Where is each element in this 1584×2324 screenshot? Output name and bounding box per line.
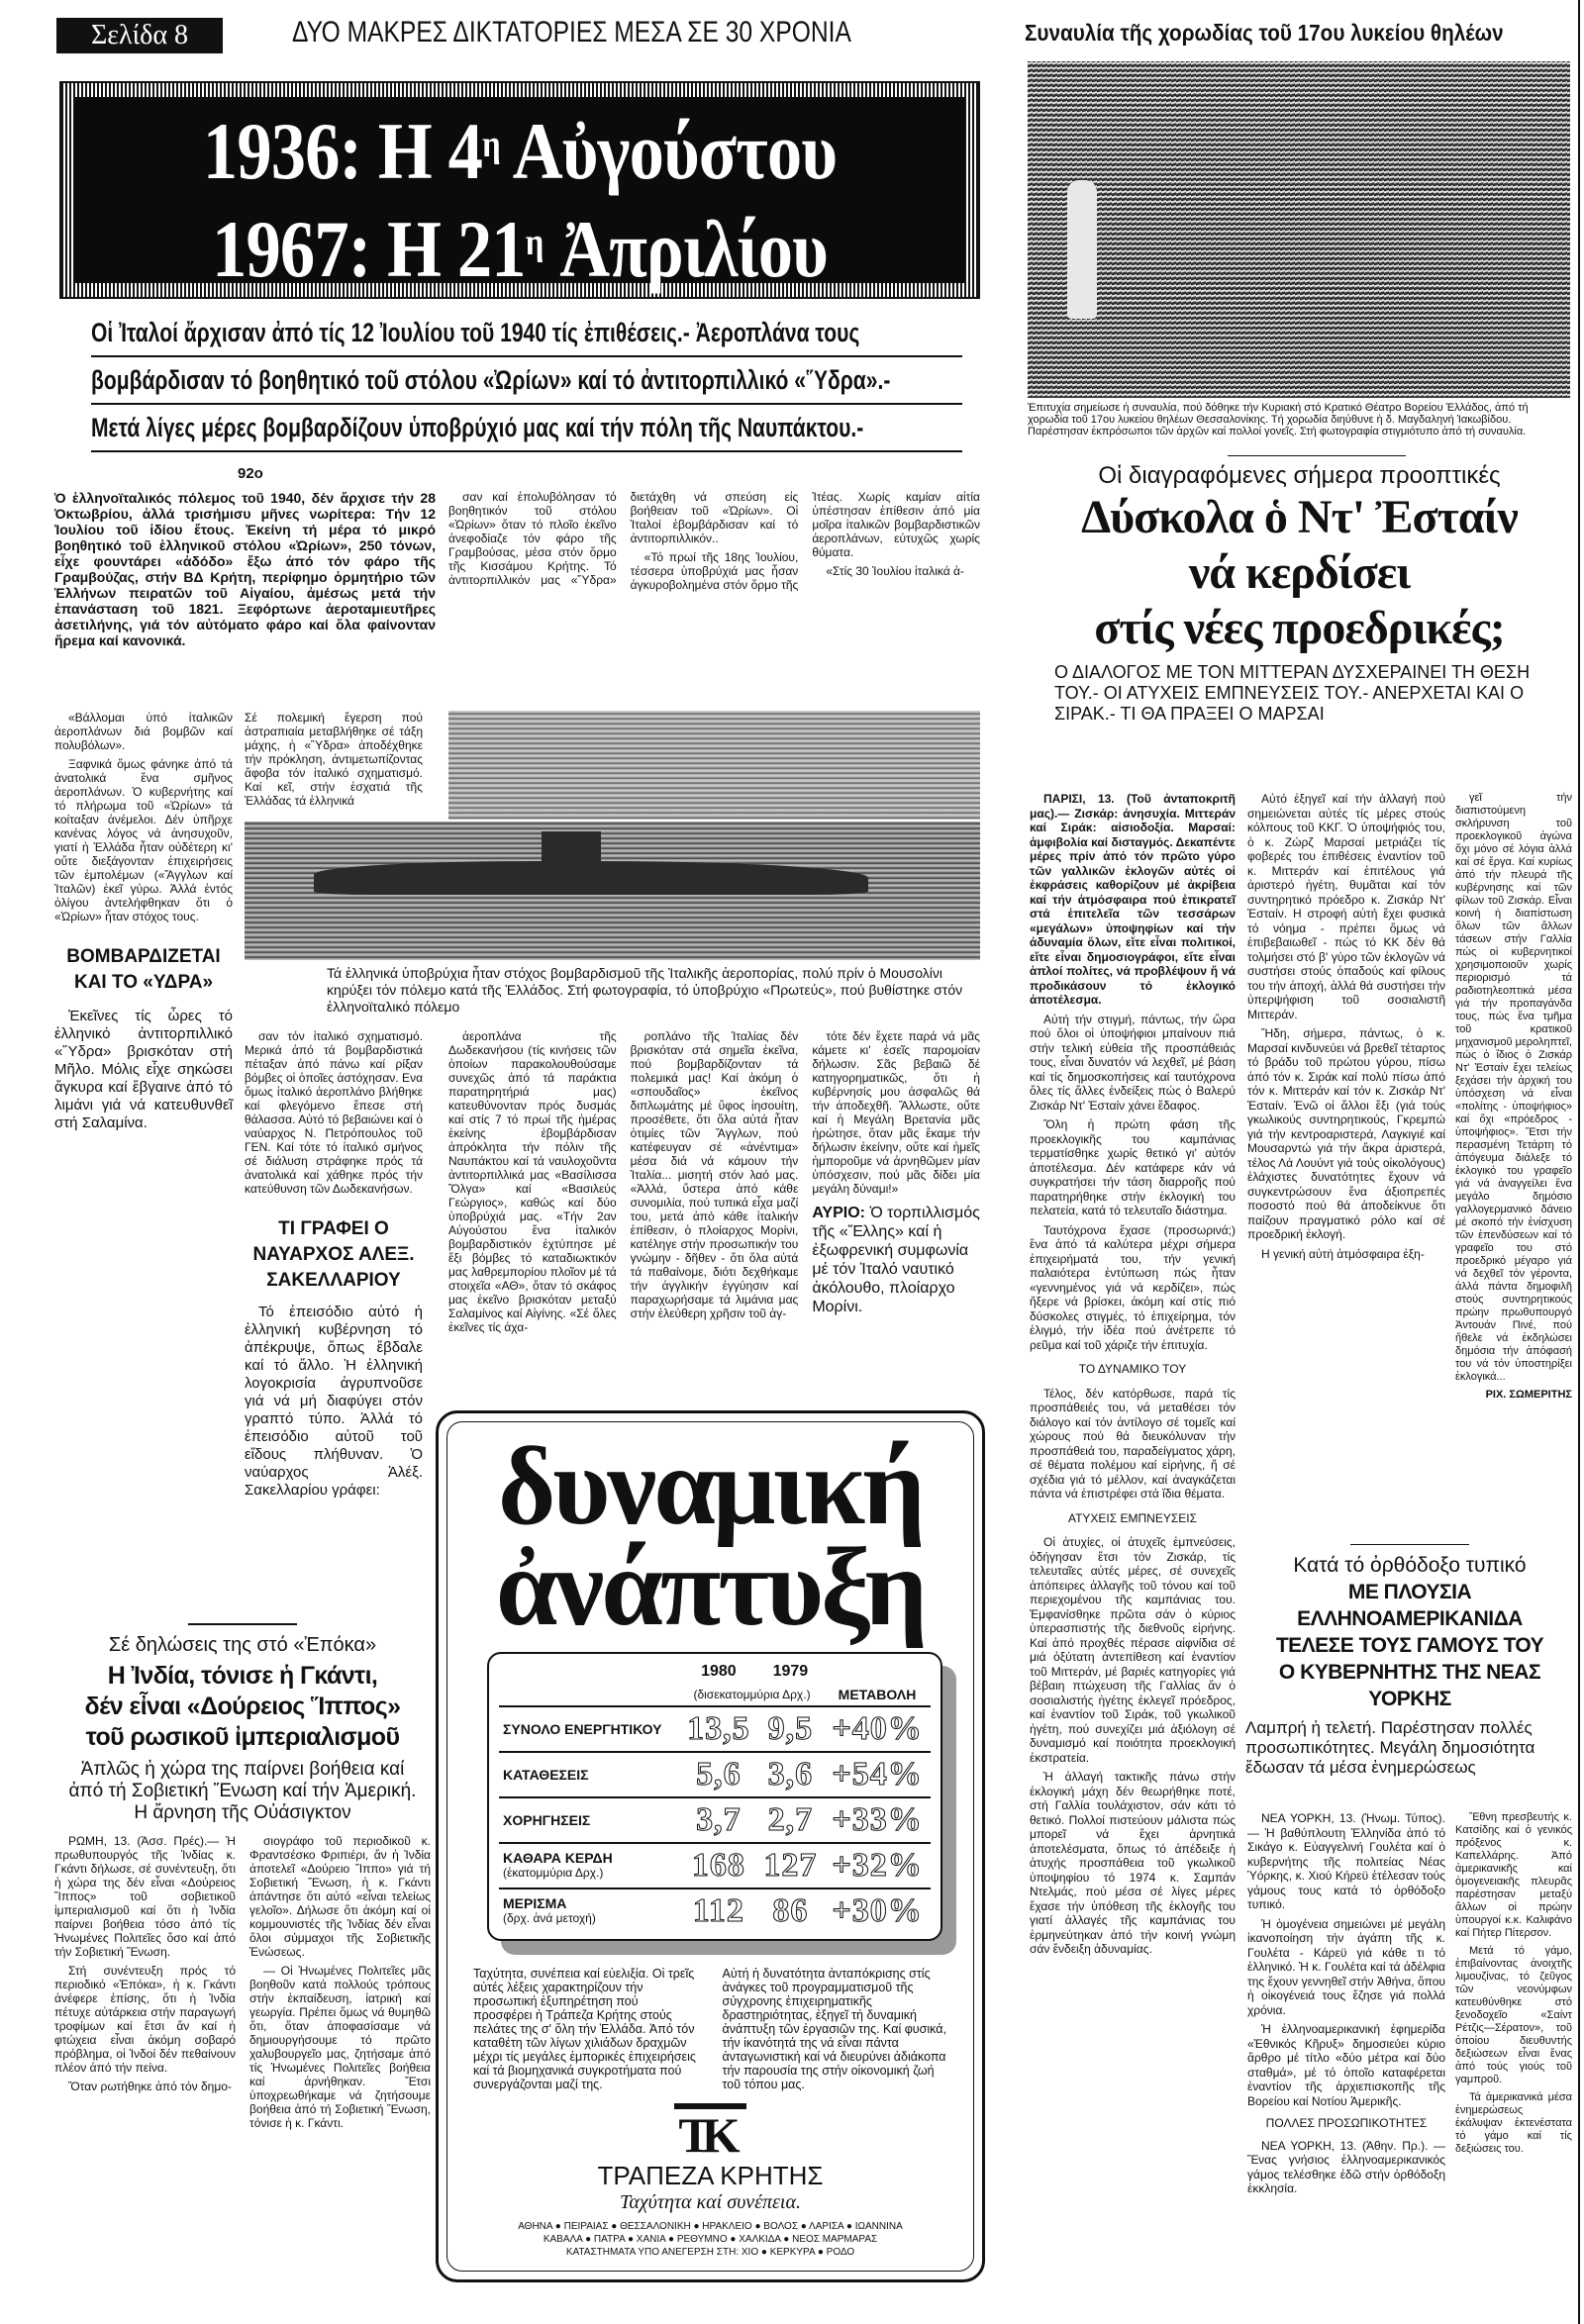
article-columns-top <box>448 490 980 592</box>
wedding-headline <box>1245 1579 1574 1712</box>
paragraph: ΠΑΡΙΣΙ, 13. (Τοῦ ἀνταποκριτῆ μας).— Ζισκάρ: ἀνησυχία. Μιττεράν καί Σιράκ: αἰσιοδοξία. Μαρσαί: ἀμφιβολία καί δισταγμός. Δεκαπέντε μέρες πρίν ἀπό τόν πρῶτο γύρο τῶν γαλλικῶν ἐκλογῶν αὐτές οἱ ἐκφράσεις καθορίζουν μέ ἀκρίβεια καί τήν ἀτμόσφαιρα πού ἐπικρατεῖ στά ἐπιτελεῖα τῶν τεσσάρων «μεγάλων» ὑποψηφίων καί τήν ἀδυναμία ὅλων, εἴτε εἶναι πολιτικοί, εἴτε εἶναι δημοσιογράφοι, εἴτε εἶναι ἁπλοί πολίτες, νά προβλέψουν ἤ νά προδικάσουν τό ἐκλογικό ἀποτέλεσμα. <box>1030 792 1236 1007</box>
headline-text: Η 21 <box>387 204 526 294</box>
subheadline-3 <box>91 407 962 452</box>
estaing-column-3 <box>1455 792 1572 1402</box>
estaing-column-1 <box>1030 792 1236 1962</box>
paragraph: σαν τόν ἰταλικό σχηματισμό. Μερικά ἀπό τά βομβαρδιστικά πέταξαν ἀπό πάνω καί ρίξαν βόμβες οἱ ὁποῖες ἀστόχησαν. Ενα ὅμως ἰταλικό ἀεροπλάνο βλήθηκε καί φλεγόμενο ἔπεσε στή θάλασσα. Αὐτό τό βεβαιώνει καί ὁ ναύαρχος Ν. Πετρόπουλος τοῦ ΓΕΝ. Καί τότε τό ἰταλικό σμήνος σέ διάλυση στράφηκε πρός τά ἀνατολικά καί χάθηκε πρός τήν κατεύθυνση τῶν Δωδεκανήσων. <box>245 1029 423 1196</box>
choir-photo <box>1028 61 1570 398</box>
row-label: ΚΑΘΑΡΑ ΚΕΡΔΗ <box>503 1850 613 1866</box>
conductor-figure <box>1067 180 1097 319</box>
estaing-kicker: Οἱ διαγραφόμενες σήμερα προοπτικές <box>1098 462 1501 489</box>
bank-name: ΤΡΑΠΕΖΑ ΚΡΗΤΗΣ <box>597 2161 824 2190</box>
value-1980: 112 <box>692 1892 744 1929</box>
headline-ordinal: η <box>482 124 500 165</box>
bank-advertisement <box>436 1410 985 2282</box>
paragraph: σιογράφο τοῦ περιοδικοῦ κ. Φραντσέσκο Φριπιέρι, ἄν ἡ Ἰνδία ἀποτελεῖ «Δούρειο Ἵππο» γιά τή Σοβιετική Ἕνωση, ἡ κ. Γκάντι ἀπάντησε ὅτι αὐτό «εἶναι τελείως γελοῖο». Δήλωσε ὅτι ἀκόμη καί οἱ κομμουνιστές τῆς Ἰνδίας δέν εἶναι ὅλοι σύμμαχοι τῆς Σοβιετικῆς Ἑνώσεως. <box>249 1834 431 1959</box>
branch-list: ΚΑΤΑΣΤΗΜΑΤΑ ΥΠΟ ΑΝΕΓΕΡΣΗ ΣΤΗ: ΧΙΟ ● ΚΕΡΚΥΡΑ ● ΡΟΔΟ <box>565 2247 855 2258</box>
photo-caption: Τά ἑλληνικά ὑποβρύχια ἦταν στόχος βομβαρδισμοῦ τῆς Ἰταλικῆς ἀεροπορίας, πολύ πρίν ὁ Μουσολίνι κηρύξει τόν πόλεμο κατά τῆς Ἑλλάδος. Στή φωτογραφία, τό ὑποβρύχιο «Πρωτεύς», πού βυθίστηκε στόν ἑλληνοϊταλικό πόλεμο <box>327 965 963 1015</box>
value-change: +33% <box>824 1797 931 1843</box>
row-label: ΚΑΤΑΘΕΣΕΙΣ <box>499 1752 680 1797</box>
value-1979: 2,7 <box>757 1797 824 1843</box>
paragraph: Ἡ ἑλληνοαμερικανική ἐφημερίδα «Ἐθνικός Κῆρυξ» δημοσιεύει κύριο ἄρθρο μέ τίτλο «δύο μέτρα καί δύο σταθμά», μέ τό ὁποῖο καταφέρεται ἐναντίον τῆς ἀρχιεπισκοπῆς τῆς Βορείου καί Νοτίου Ἀμερικῆς. <box>1247 2022 1445 2108</box>
paragraph: ΝΕΑ ΥΟΡΚΗ, 13. (Ἡνωμ. Τύπος). — Ἡ βαθύπλουτη Ἑλληνίδα ἀπό τό Σικάγο κ. Εὐαγγελινή Γουλέτα καί ὁ κυβερνήτης τῆς πολιτείας Νέας Ὑόρκης, κ. Χιού Κήρεϋ ἐτέλεσαν τούς γάμους τους κατά τό ὀρθόδοξο τυπικό. <box>1247 1811 1445 1911</box>
estaing-article-header <box>1025 461 1574 725</box>
paragraph: Ἐκεῖνες τίς ὧρες τό ἑλληνικό ἀντιτορπιλλικό «Ὕδρα» βρισκόταν στή Μῆλο. Μόλις εἶχε σηκώσει ἄγκυρα καί ἔβγαινε ἀπό τό λιμάνι γιά νά κατευθυνθεῖ στή Σαλαμίνα. <box>54 1008 233 1131</box>
subheadline-text: Μετά λίγες μέρες βομβαρδίζουν ὑποβρύχιό μας καί τήν πόλη τῆς Ναυπάκτου.- <box>91 413 864 442</box>
paragraph: Στή συνέντευξη πρός τό περιοδικό «Ἐπόκα», ἡ κ. Γκάντι ἀνέφερε ἐπίσης, ὅτι ἡ Ἰνδία πέτυχε αὐτάρκεια στήν παραγωγή τροφίμων καί ἔτσι ἄν καί ἡ φτώχεια εἶναι ἀκόμη σοβαρό πρόβλημα, οἱ Ἰνδοί δέν πεθαίνουν πλέον ἀπό τήν πείνα. <box>54 1964 236 2075</box>
ad-body <box>473 1967 947 2091</box>
paragraph: Αὐτή τήν στιγμή, πάντως, τήν ὥρα πού ὅλοι οἱ ὑποψήφιοι μπαίνουν πιά στήν τελική εὐθεία τῆς προσπάθειάς τους, εἶναι δυνατόν νά λεχθεῖ, μέ βάση καί τίς δημοσκοπήσεις καί ταυτόχρονα ὅλες τίς ἄλλες ἐνδείξεις πώς ὁ Βαλερύ Ζισκάρ Ντ' Ἐσταίν χάνει ἔδαφος. <box>1030 1012 1236 1113</box>
wedding-deck: Λαμπρή ἡ τελετή. Παρέστησαν πολλές προσωπικότητες. Μεγάλη δημοσιότητα ἔδωσαν τά μέσα ἐνημερώσεως <box>1245 1718 1535 1777</box>
wedding-kicker: Κατά τό ὀρθόδοξο τυπικό <box>1293 1554 1527 1577</box>
paragraph: Τό ἐπεισόδιο αὐτό ἡ ἑλληνική κυβέρνηση τό ἀπέκρυψε, ὅπως ἔβδαλε καί τό ἄλλο. Ἡ ἑλληνική λογοκρισία ἀγρυπνοῦσε γιά νά μή διαφύγει στόν γραπτό τύπο. Ἀλλά τό ἐπεισόδιο αὐτοῦ τοῦ εἴδους πλήθυναν. Ὁ ναύαρχος Ἀλέξ. Σακελλαρίου γράφει: <box>245 1304 423 1499</box>
headline-line: δέν εἶναι «Δούρειος Ἵππος» <box>84 1693 401 1720</box>
wedding-column-1 <box>1247 1811 1445 2201</box>
article-column-1 <box>54 711 233 1137</box>
ad-title <box>467 1425 953 1649</box>
paragraph: Τέλος, δέν κατόρθωσε, παρά τίς προσπάθειές του, νά μεταθέσει τόν διάλογο καί τόν ἀντίλογο σέ τομεῖς καί χώρους πού θά διευκόλυναν τήν προσπάθειά του, παραδείγματος χάρη, σέ θέματα πολέμου καί εἰρήνης, ἤ σέ σχέδια γιά τό μέλλον, καί ἀναγκάζεται πάντα νά ἐπιστρέφει στά ἴδια θέματα. <box>1030 1386 1236 1501</box>
row-sublabel: (ἑκατομμύρια Δρχ.) <box>503 1866 604 1880</box>
estaing-deck: Ο ΔΙΑΛΟΓΟΣ ΜΕ ΤΟΝ ΜΙΤΤΕΡΑΝ ΔΥΣΧΕΡΑΙΝΕΙ ΤΗ ΘΕΣΗ ΤΟΥ.- ΟΙ ΑΤΥΧΕΙΣ ΕΜΠΝΕΥΣΕΙΣ ΤΟΥ.- ΑΝΕΡΧΕΤΑΙ ΚΑΙ Ο ΣΙΡΑΚ.- ΤΙ ΘΑ ΠΡΑΞΕΙ Ο ΜΑΡΣΑΙ <box>1054 662 1531 724</box>
headline-line: ΤΕΛΕΣΕ ΤΟΥΣ ΓΑΜΟΥΣ ΤΟΥ <box>1275 1634 1544 1657</box>
value-1979: 3,6 <box>757 1752 824 1797</box>
value-1980: 13,5 <box>680 1706 757 1752</box>
headline-line: τοῦ ρωσικοῦ ἰμπεριαλισμοῦ <box>85 1723 400 1751</box>
submarine-tower <box>542 831 601 865</box>
headline-line-2 <box>138 197 902 295</box>
headline-text: Η 4 <box>377 106 483 196</box>
value-1979: 127 <box>757 1843 824 1888</box>
estaing-headline <box>1025 490 1574 656</box>
headline-text: Ἀπριλίου <box>559 204 828 294</box>
headline-line: στίς νέες προεδρικές; <box>1094 602 1505 654</box>
section-subhead-admiral: ΤΙ ΓΡΑΦΕΙ Ο ΝΑΥΑΡΧΟΣ ΑΛΕΞ. ΣΑΚΕΛΛΑΡΙΟΥ <box>252 1218 415 1291</box>
ad-results-table <box>487 1652 942 1941</box>
section-subhead-hydra: ΒΟΜΒΑΡΔΙΖΕΤΑΙ ΚΑΙ ΤΟ «ΥΔΡΑ» <box>66 946 221 993</box>
tomorrow-note <box>812 1204 980 1316</box>
row-label: ΜΕΡΙΣΜΑ <box>503 1895 567 1911</box>
value-change: +54% <box>824 1752 931 1797</box>
ad-title-line: ἀνάπτυξη <box>495 1526 926 1649</box>
article-columns-bottom <box>448 1029 980 1334</box>
bank-logo-mark: ΤΚ <box>674 2103 745 2161</box>
section-subhead: ΑΤΥΧΕΙΣ ΕΜΠΝΕΥΣΕΙΣ <box>1067 1510 1198 1525</box>
headline-text: Αὐγούστου <box>512 106 838 196</box>
paragraph: Ὅταν ρωτήθηκε ἀπό τόν δημο- <box>68 2080 232 2093</box>
row-label: ΣΥΝΟΛΟ ΕΝΕΡΓΗΤΙΚΟΥ <box>499 1706 680 1752</box>
headline-year: 1936: <box>202 106 362 196</box>
paragraph: ΡΩΜΗ, 13. (Ἀσσ. Πρές).— Ἡ πρωθυπουργός τῆς Ἰνδίας κ. Γκάντι δήλωσε, σέ συνέντευξη, ὅτι ἡ χώρα της δέν εἶναι «Δούρειος Ἵππος» τοῦ σοβιετικοῦ ἰμπεριαλισμοῦ καί ὅτι ἡ Ἰνδία παίρνει βοήθεια τόσο ἀπό τίς Ἡνωμένες Πολιτεῖες ὅσο καί ἀπό τήν Σοβιετική Ἕνωση. <box>54 1834 236 1959</box>
headline-line-1 <box>138 99 902 197</box>
column-unit: (δισεκατομμύρια Δρχ.) <box>680 1684 824 1706</box>
paragraph: — Οἱ Ἡνωμένες Πολιτεῖες μᾶς βοηθοῦν κατά πολλούς τρόπους στήν ἐκπαίδευση, ἰατρική καί γεωργία. Πρέπει ὅμως νά θυμηθῶ ὅτι, ὅταν ἀποφασίσαμε νά δημιουργήσουμε τό πρῶτο χαλυβουργεῖο μας, ζητήσαμε ἀπό τίς Ἡνωμένες Πολιτεῖες βοήθεια καί ἀρνήθηκαν. Ἔτσι ὑποχρεωθήκαμε νά ζητήσουμε βοήθεια ἀπό τή Σοβιετική Ἕνωση, τόνισε ἡ κ. Γκάντι. <box>249 1964 431 2130</box>
section-title: ΔΥΟ ΜΑΚΡΕΣ ΔΙΚΤΑΤΟΡΙΕΣ ΜΕΣΑ ΣΕ 30 ΧΡΟΝΙΑ <box>292 16 851 48</box>
ad-title-line: δυναμική <box>498 1425 923 1548</box>
paragraph: Ἡ ὁμογένεια σημειώνει μέ μεγάλη ἱκανοποίηση τήν ἀγάπη τῆς κ. Γουλέτα - Κάρεϋ γιά κάθε τι τό ἑλληνικό. Ἡ κ. Γουλέτα καί τά ἀδέλφια της ἔχουν γεννηθεῖ στήν Ἀθήνα, ὅπου ἡ οἰκογένειά τους ἔζησε γιά πολλά χρόνια. <box>1247 1916 1445 2017</box>
submarine-silhouette <box>314 861 868 895</box>
page-number-label: Σελίδα 8 <box>56 18 223 53</box>
india-deck: Ἁπλῶς ἡ χώρα της παίρνει βοήθεια καί ἀπό τή Σοβιετική Ἕνωση καί τήν Ἀμερική. Η ἄρνηση τῆς Οὐάσιγκτον <box>68 1759 417 1823</box>
byline: ΡΙΧ. ΣΩΜΕΡΙΤΗΣ <box>1485 1389 1572 1401</box>
value-change: +32% <box>824 1843 931 1888</box>
value-change: +40% <box>824 1706 931 1752</box>
paragraph: Ταυτόχρονα ἔχασε (προσωρινά;) ἕνα ἀπό τά καλύτερα μέχρι σήμερα ἐπιχειρήματά του, τήν γενική παλαιότερα ἐντύπωση πώς ἦταν «γεννημένος γιά νά κερδίζει», πώς ἤξερε νά βρίσκει, ἀκόμη καί στίς πιό δύσκολες στιγμές, τό ἐπιχείρημα, τόν ἑλιγμό, τήν ἰδέα πού ἀνέτρεπε τό ρεῦμα καί τοῦ χάριζε τήν ἐπιτυχία. <box>1030 1222 1236 1352</box>
article-column-5: τότε δέν ἔχετε παρά νά μᾶς κάμετε κι' ἐσεῖς παρομοίαν δήλωσιν. Σᾶς βεβαιῶ δέ κατηγορηματικῶς, ὅτι ἡ κυβέρνησίς μου ἀσφαλῶς θά τήν ἀποδεχθῆ. Ἄλλωστε, οὔτε καί ἡ Μεγάλη Βρετανία μᾶς ἠρώτησε, ὅταν μᾶς ἔκαμε τήν δήλωσιν ἐκείνην, οὔτε καί ἡμεῖς ἠμποροῦμε νά ἀρνηθῶμεν μίαν ὑπόσχεσιν, πού μᾶς δίδει μία μεγάλη δύναμι!» <box>812 1029 980 1196</box>
india-headline <box>54 1661 431 1753</box>
headline-banner <box>59 81 980 299</box>
value-1979: 9,5 <box>757 1706 824 1752</box>
paragraph: «Τό πρωί τῆς 18ης Ἰουλίου, τέσσερα ὑποβρύχιά μας ἦσαν ἀγκυροβολημένα στόν ὅρμο τῆς Ἰτέας. Χωρίς καμίαν αἰτία ὑπέστησαν ἐπίθεσιν ἀπό μία μοῖρα ἰταλικῶν βομβαρδιστικῶν ἀεροπλάνων, εὐτυχῶς χωρίς θύματα. <box>630 490 980 592</box>
article-intro: Ὁ ἑλληνοϊταλικός πόλεμος τοῦ 1940, δέν ἄρχισε τήν 28 Ὀκτωβρίου, ἀλλά τρισήμισυ μῆνες νωρίτερα: Τήν 12 Ἰουλίου τοῦ ἰδίου ἔτους. Ἐκείνη τή μέρα τό μικρό βοηθητικό τοῦ ἑλληνικοῦ στόλου «Ὠρίων», 250 τόνων, εἶχε φουντάρει «ἀδόδο» ἔξω ἀπό τόν φάρο τῆς Γραμβούζας, στήν ΒΔ Κρήτη, περίφημο ὁρμητήριο τῶν Ἑλλήνων πειρατῶν τοῦ Αἰγαίου, ἀμέσως μετά τήν ἐπανάσταση τοῦ 1821. Ξεφόρτωνε ἀεροταμιευτῆρες ἀσετιλήνης, γιά τόν αὐτόματο φάρο καί ὅλα φαίνονταν ἤρεμα καί κανονικά. <box>54 490 436 648</box>
page-edge-divider <box>1578 0 1580 2324</box>
table-row <box>499 1797 931 1843</box>
paragraph: Η γενική αὐτή ἀτμόσφαιρα ἐξη- <box>1261 1246 1425 1261</box>
paragraph: γεῖ τήν διαπιστούμενη σκλήρυνση τοῦ προεκλογικοῦ ἀγώνα ὄχι μόνο σέ λόγια ἀλλά καί σέ ἔργα. Καί κυρίως ἀπό τήν πλευρά τῆς κυβέρνησης καί τῶν φίλων τοῦ Ζισκάρ. Εἶναι κοινή ἡ διαπίστωση ὅλων τῶν ἄλλων τάσεων στήν Γαλλία πώς οἱ κυβερνητικοί χρησιμοποιοῦν χωρίς περιορισμό τά ραδιοτηλεοπτικά μέσα γιά τήν προπαγάνδα τους, πώς ἕνα τμῆμα τοῦ κρατικοῦ μηχανισμοῦ μεροληπτεῖ, πώς ὁ ἴδιος ὁ Ζισκάρ Ντ' Ἐσταίν ἔχει τελείως ξεχάσει τήν ἀρχική του ὑπόσχεση νά εἶναι «πολίτης - ὑποψήφιος» καί ὄχι «πρόεδρος - ὑποψήφιος». Ἔτσι τήν περασμένη Τετάρτη τό ἀπόγευμα διάλεξε τό ἐκλογικό του γραφεῖο γιά νά ἀναγγείλει ἕνα μεγάλο δημόσιο γαλλογερμανικό δάνειο μέ σκοπό τήν ἐνίσχυση τῶν ἐπενδύσεων καί τό γραφεῖο του στό προεδρικό μέγαρο γιά νά δεχθεῖ τόν γέροντα, ἀλλά πάντα δημοφιλῆ στούς συντηρητικούς πρώην πρωθυπουργό Ἀντουάν Πινέ, πού ἤθελε νά ἐκδηλώσει δημόσια τήν ἀπόφασή του νά τόν ὑποστηρίξει ἐκλογικά... <box>1455 792 1572 1383</box>
submarine-photo <box>245 822 980 960</box>
article-column-4: ροπλάνο τῆς Ἰταλίας δέν βρισκόταν στά σημεῖα ἐκεῖνα, πού βομβαρδίζονταν τά πολεμικά μας! Καί ἀκόμη ὁ «σπουδαῖος» ἐκεῖνος διπλωμάτης μέ ὕφος ἰησουίτη, προσέθετε, ὅτι ὅλα αὐτά ἦταν ὀτιμίες τῶν Ἄγγλων, πού κατέφευγαν σέ «ἀνέντιμα» μέσα διά νά κάμουν τήν Ἰταλία... μισητή στόν λαό μας. «Ἀλλά, ὕστερα ἀπό κάθε συνομιλία, πού τυπικά εἶχα μαζί του, μετά ἀπό κάθε ἰταλικήν ἐπίθεσιν, ὁ πλοίαρχος Μορίνι, κατέληγε στήν προσωπικήν του γνώμην - δῆθεν - ὅτι ὅλα αὐτά τά παθαίνομε, διότι δεχθήκαμε τήν ἀγγλικήν ἐγγύησιν καί παραχωρήσαμε τά λιμάνια μας στήν ἐλεύθερη χρῆσιν τοῦ ἀγ- <box>630 1029 799 1320</box>
india-kicker: Σέ δηλώσεις της στό «Ἐπόκα» <box>108 1634 377 1656</box>
headline-ordinal: η <box>525 222 544 263</box>
headline-line: ΜΕ ΠΛΟΥΣΙΑ ΕΛΛΗΝΟΑΜΕΡΙΚΑΝΙΔΑ <box>1297 1581 1523 1630</box>
paragraph: Ἤδη, σήμερα, πάντως, ὁ κ. Μαρσαί κινδυνεύει νά βρεθεῖ τέταρτος τό βράδυ τοῦ πρώτου γύρου, πίσω ἀπό τόν κ. Σιράκ καί πολύ πίσω ἀπό τόν κ. Μιττεράν καί τόν κ. Ζισκάρ Ντ' Ἐσταίν. Ἐνῶ οἱ ἄλλοι ἕξι (γιά τούς γκωλικούς συντηρητικούς, Γκρεμπώ γιά τήν κεντροαριστερά, Λαγκιγιέ καί Μουσαρντώ γιά τήν ἄκρα ἀριστερά, τέλος Λά Λουύντ γιά τούς οἰκολόγους) ἐλάχιστες δυνατότητες ἔχουν νά συγκεντρώσουν ἕνα ἀξιοπρεπές ποσοστό πού θά ἀποδείκνυε ὅτι παίζουν πραγματικό ρόλο καί σέ προεδρική ἐκλογή. <box>1247 1026 1445 1241</box>
ad-text-right: Αὐτή ἡ δυνατότητα ἀνταπόκρισης στίς ἀνάγκες τοῦ προγραμματισμοῦ τῆς σύγχρονης ἐπιχειρηματικῆς δραστηριότητας, ἐξηγεῖ τή δυναμική ἀνάπτυξη τῶν ἐργασιῶν της. Καί φυσικά, τήν ἱκανότητά της νά εἶναι πάντα ἀνταγωνιστική καί νά διευρύνει ἀδιάκοπα τήν παρουσία της στήν οἰκονομική ζωή τοῦ τόπου μας. <box>722 1967 946 2091</box>
paragraph: Ἔθνη πρεσβευτής κ. Κατσίδης καί ὁ γενικός πρόξενος κ. Καπελλάρης. Ἀπό ἀμερικανικῆς καί ὁμογενειακῆς πλευρᾶς παρέστησαν μεταξύ ἄλλων οἱ πρώην ὑπουργοί κ.κ. Καλιφάνο καί Πήτερ Πίτερσον. <box>1455 1811 1572 1939</box>
section-subhead: ΠΟΛΛΕΣ ΠΡΟΣΩΠΙΚΟΤΗΤΕΣ <box>1265 2116 1428 2130</box>
row-label: ΧΟΡΗΓΗΣΕΙΣ <box>499 1797 680 1843</box>
paragraph: «Στίς 30 Ἰουλίου ἰταλικά ἀ- <box>826 564 964 578</box>
table-row <box>499 1888 931 1933</box>
row-sublabel: (δρχ. ἀνά μετοχή) <box>503 1911 596 1925</box>
headline-year: 1967: <box>212 204 371 294</box>
headline-line: Η Ἰνδία, τόνισε ἡ Γκάντι, <box>107 1662 378 1690</box>
paragraph: «Βάλλομαι ὑπό ἰταλικῶν ἀεροπλάνων διά βομβῶν καί πολυβόλων». <box>54 711 233 752</box>
value-1980: 3,7 <box>680 1797 757 1843</box>
subheadline-text: βομβάρδισαν τό βοηθητικό τοῦ στόλου «Ὠρίων» καί τό ἀντιτορπιλλικό «Ὕδρα».- <box>91 365 891 395</box>
subheadline-2 <box>91 359 962 405</box>
bank-logo <box>467 2103 953 2259</box>
paragraph: Ὅλη ἡ πρώτη φάση τῆς προεκλογικῆς του καμπάνιας τερματίσθηκε χωρίς θετικό γι' αὐτόν ἀποτέλεσμα. Δέν κατάφερε κάν νά συγκρατήσει τήν τάση διαρροῆς πού παρατηρήθηκε στήν ἐκλογική του πελατεία, κατά τό τελευταῖο διάστημα. <box>1030 1117 1236 1217</box>
paragraph: Ἡ ἀλλαγή τακτικῆς πάνω στήν ἐκλογική μάχη δέν θεωρήθηκε ποτέ, στή Γαλλία τουλάχιστον, σάν κάτι τό θετικό. Πολλοί πιστεύουν μάλιστα πώς μπορεῖ νά ἔχει ἀρνητικά ἀποτελέσματα, ὅπως τό ἀπέδειξε ἡ ἀτυχής προσπάθεια τοῦ γκωλικοῦ ὑποψηφίου τό 1974 κ. Σαμπάν Ντελμάς, πού μέσα σέ λίγες μέρες ἔχασε τήν ὑπόθεση τῆς ἐκλογῆς του γιατί ἀλλαγές τῆς καμπάνιας του ἑρμηνεύτηκαν ἀπό τήν κοινή γνώμη σάν ἔνδειξη ἀδυναμίας. <box>1030 1770 1236 1956</box>
india-body <box>54 1834 431 2135</box>
headline-line: Ο ΚΥΒΕΡΝΗΤΗΣ ΤΗΣ ΝΕΑΣ ΥΟΡΚΗΣ <box>1278 1661 1541 1710</box>
subheadline-text: Οἱ Ἰταλοί ἄρχισαν ἀπό τίς 12 Ἰουλίου τοῦ 1940 τίς ἐπιθέσεις.- Ἀεροπλάνα τους <box>91 318 860 347</box>
article-column-3: ἀεροπλάνα τῆς Δωδεκανήσου (τίς κινήσεις τῶν ὁποίων παρακολουθούσαμε συνεχῶς ἀπό τά παράκτια παρατηρητήριά μας) κατευθύνονταν πρός δυσμάς καί στίς 7 τό πρωί τῆς ἡμέρας ἐκείνης ἐβομβάρδισαν ἀπρόκλητα τήν πόλιν τῆς Ναυπάκτου καί τά ναυλοχοῦντα ἀντιτορπιλλικά μας «Βασίλισσα Ὄλγα» καί «Βασιλεύς Γεώργιος», καθώς καί δύο ὑποβρύχιά μας. «Τήν 2αν Αὐγούστου ἕνα ἰταλικόν βομβαρδιστικόν ἐχτύπησε μέ ἕξι βόμβες τό καταδιωκτικόν μας λαθρεμπορίου πλοῖον μέ τά στοιχεῖα «ΑΘ», ὅταν τό σκάφος μας ἐκεῖνο βρισκόταν μεταξύ Σαλαμίνος καί Αἰγίνης. «Σέ ὅλες ἐκεῖνες τίς ἀχα- <box>448 1029 617 1334</box>
paragraph: σαν καί ἐπολυβόλησαν τό βοηθητικόν τοῦ στόλου «Ὠρίων» ὅταν τό πλοῖο ἐκεῖνο ἀνεφοδίαζε τόν φάρο τῆς Γραμβούσας, μέσα στόν ὅρμο τῆς Κισσάμου Κρήτης. Τό ἀντιτορπιλλικόν μας «Ὕδρα» διετάχθη νά σπεύση εἰς βοήθειαν τοῦ «Ὠρίων». Οἱ Ἰταλοί ἐβομβάρδισαν καί τό ἀντιτορπιλλικόν.. <box>448 490 799 587</box>
wedding-column-2 <box>1455 1811 1572 2161</box>
value-change: +30% <box>832 1892 923 1929</box>
value-1979: 86 <box>772 1892 809 1929</box>
article-kicker: 92ο <box>238 465 263 482</box>
headline-line: νά κερδίσει <box>1188 546 1411 599</box>
wedding-article-header <box>1245 1544 1574 1778</box>
column-header-1980: 1980 <box>701 1663 737 1680</box>
choir-photo-caption: Ἐπιτυχία σημείωσε ἡ συναυλία, πού δόθηκε τήν Κυριακή στό Κρατικό Θέατρο Βορείου Ἑλλάδος, ἀπό τή χορωδία τοῦ 17ου λυκείου θηλέων Θεσσαλονίκης. Τή χορωδία διηύθυνε ἡ δ. Μαγδαληνή Ἰακωβίδου. Παρέστησαν ἐκπρόσωποι τῶν ἀρχῶν καί πολλοί γονεῖς. Στή φωτογραφία στιγμιότυπο ἀπό τή συναυλία. <box>1028 402 1529 437</box>
table-row <box>499 1706 931 1752</box>
choir-headline: Συναυλία τῆς χορωδίας τοῦ 17ου λυκείου θηλέων <box>1025 20 1504 46</box>
headline-line: Δύσκολα ὁ Ντ' Ἐσταίν <box>1081 491 1518 543</box>
value-1980: 168 <box>680 1843 757 1888</box>
section-subhead: ΤΟ ΔΥΝΑΜΙΚΟ ΤΟΥ <box>1078 1362 1187 1376</box>
article-column-2 <box>245 1029 423 1504</box>
ad-text-left: Ταχύτητα, συνέπεια καί εὐελιξία. Οἱ τρεῖς αὐτές λέξεις χαρακτηρίζουν τήν προσωπική ἐξυπηρέτηση πού προσφέρει ἡ Τράπεζα Κρήτης στούς πελάτες της σ' ὅλη τήν Ἑλλάδα. Ἀπό τόν καταθέτη τῶν λίγων χιλιάδων δραχμῶν μέχρι τίς μεγάλες ἐμπορικές ἐπιχειρήσεις καί τά βιομηχανικά συγκροτήματα πού συνεργάζονται μαζί της. <box>473 1967 696 2091</box>
paragraph: Τά ἀμερικανικά μέσα ἐνημερώσεως ἐκάλυψαν ἐκτενέστατα τό γάμο καί τίς δεξιώσεις του. <box>1455 2091 1572 2155</box>
table-row <box>499 1752 931 1797</box>
estaing-column-2 <box>1247 792 1445 1266</box>
branch-list: ΑΘΗΝΑ ● ΠΕΙΡΑΙΑΣ ● ΘΕΣΣΑΛΟΝΙΚΗ ● ΗΡΑΚΛΕΙΟ ● ΒΟΛΟΣ ● ΛΑΡΙΣΑ ● ΙΩΑΝΝΙΝΑ <box>518 2221 903 2232</box>
subheadline-1 <box>91 312 962 357</box>
column-header-1979: 1979 <box>772 1663 809 1680</box>
column-header-change: ΜΕΤΑΒΟΛΗ <box>824 1684 931 1706</box>
bank-slogan: Ταχύτητα καί συνέπεια. <box>620 2191 801 2213</box>
table-row <box>499 1843 931 1888</box>
submarine-photo-top <box>448 711 980 820</box>
paragraph: Ξαφνικά ὅμως φάνηκε ἀπό τά ἀνατολικά ἕνα σμῆνος ἀεροπλάνων. Ὁ κυβερνήτης καί τό πλήρωμα τοῦ «Ὠρίων» τά κοίταξαν ἀνέμελοι. Δέν ὑπῆρχε κανένας λόγος νά ἀνησυχοῦν, γιατί ἡ Ἑλλάδα ἦταν οὐδέτερη κι' οὔτε διεξάγονταν ἐπιχειρήσεις τῶν ἐμπολέμων («Ἄγγλων καί Ἰταλῶν) ἐκεῖ γύρω. Ἀλλά ἐντός ὀλίγου ἀντελήφθηκαν ὅτι ὁ «Ὠρίων» ἦταν στόχος τους. <box>54 757 233 923</box>
tomorrow-text: Ὁ τορπιλλισμός τῆς «Ἔλλης» καί ἡ ἐξωφρενική συμφωνία μέ τόν Ἰταλό ναυτικό ἀκόλουθο, πλοίαρχο Μορίνι. <box>812 1205 980 1315</box>
branch-list: ΚΑΒΑΛΑ ● ΠΑΤΡΑ ● ΧΑΝΙΑ ● ΡΕΘΥΜΝΟ ● ΧΑΛΚΙΔΑ ● ΝΕΟΣ ΜΑΡΜΑΡΑΣ <box>543 2234 878 2245</box>
article-column-2-top: Σέ πολεμική ἔγερση πού ἀστραπιαία μεταβλήθηκε σέ τάξη μάχης, ἡ «Ὕδρα» ἀποδέχθηκε τήν πρόκληση, ἀντιμετωπίζοντας ἄφοβα τόν ἰταλικό σχηματισμό. Καί κεῖ, στήν ἐσχατιά τῆς Ἑλλάδας τά ἑλληνικά <box>245 711 423 808</box>
paragraph: ΝΕΑ ΥΟΡΚΗ, 13. (Ἀθην. Πρ.). — Ἕνας γνήσιος ἑλληνοαμερικανικός γάμος τελέσθηκε ἐδῶ στήν ὀρθόδοξη ἐκκλησία. <box>1247 2138 1445 2195</box>
tomorrow-label: ΑΥΡΙΟ: <box>812 1205 865 1221</box>
india-article <box>54 1623 431 2135</box>
paragraph: Οἱ ἀτυχίες, οἱ ἀτυχεῖς ἐμπνεύσεις, ὁδήγησαν ἔτσι τόν Ζισκάρ, τίς τελευταῖες αὐτές μέρες, σέ συνεχεῖς ἀπόπειρες ἀλλαγῆς τοῦ τόνου καί τοῦ περιεχομένου τῆς καμπάνιας του. Ἐμφανίσθηκε πρῶτα σάν ὁ κύριος ὑπερασπιστής τῆς διεθνοῦς εἰρήνης. Καί ἀπό προχθές πέρασε αἰφνίδια σέ μιά ὀξύτατη ἀντεπίθεση καί ἐναντίον τοῦ Μιττεράν, μέ βαριές κατηγορίες γιά βέβαιη πτώχευση τῆς Γαλλίας ἄν ὁ σοσιαλιστής ἡγέτης ἐκλεγεῖ πρόεδρος, καί ἐναντίον τοῦ Σιράκ, τοῦ γκωλικοῦ ἡγέτη, πού συνεχίζει μιά ἀξιόλογη σέ δυναμισμό καί ποιότητα προεκλογική ἐκστρατεία. <box>1030 1535 1236 1765</box>
paragraph: Αὐτό ἐξηγεῖ καί τήν ἀλλαγή πού σημειώνεται αὐτές τίς μέρες στούς κόλπους τοῦ ΚΚΓ. Ὁ ὑποψήφιός του, ὁ κ. Ζώρζ Μαρσαί μετριάζει τίς φοβερές του ἐπιθέσεις ἐναντίον τοῦ κ. Μιττεράν καί ἐπιτέλους γιά ἀριστερό ἡγέτη, θυμᾶται καί τόν συντηρητικό πρόεδρο κ. Ζισκάρ Ντ' Ἐσταίν. Η στροφή αὐτή ἔχει φυσικά τό νόημα - πρέπει ὅμως νά ἐπιβεβαιωθεῖ - πώς τό ΚΚ δέν θά τολμήσει στό β' γύρο τῶν ἐκλογῶν νά συστήσει στούς ὀπαδούς καί φίλους του τήν ἀποχή, ἀλλά θά συστήσει τήν ὑπερψήφιση τοῦ σοσιαλιστῆ Μιττεράν. <box>1247 792 1445 1021</box>
value-1980: 5,6 <box>680 1752 757 1797</box>
paragraph: Μετά τό γάμο, ἐπιβαίνοντας ἀνοιχτῆς λιμουζίνας, τό ζεῦγος τῶν νεονύμφων κατευθύνθηκε στό ξενοδοχεῖο «Σαίντ Ρέτζις—Σέρατον», τοῦ ὁποίου διευθυντής δεξιώσεων εἶναι ἕνας ἀπό τούς γιούς τοῦ γαμπροῦ. <box>1455 1945 1572 2085</box>
